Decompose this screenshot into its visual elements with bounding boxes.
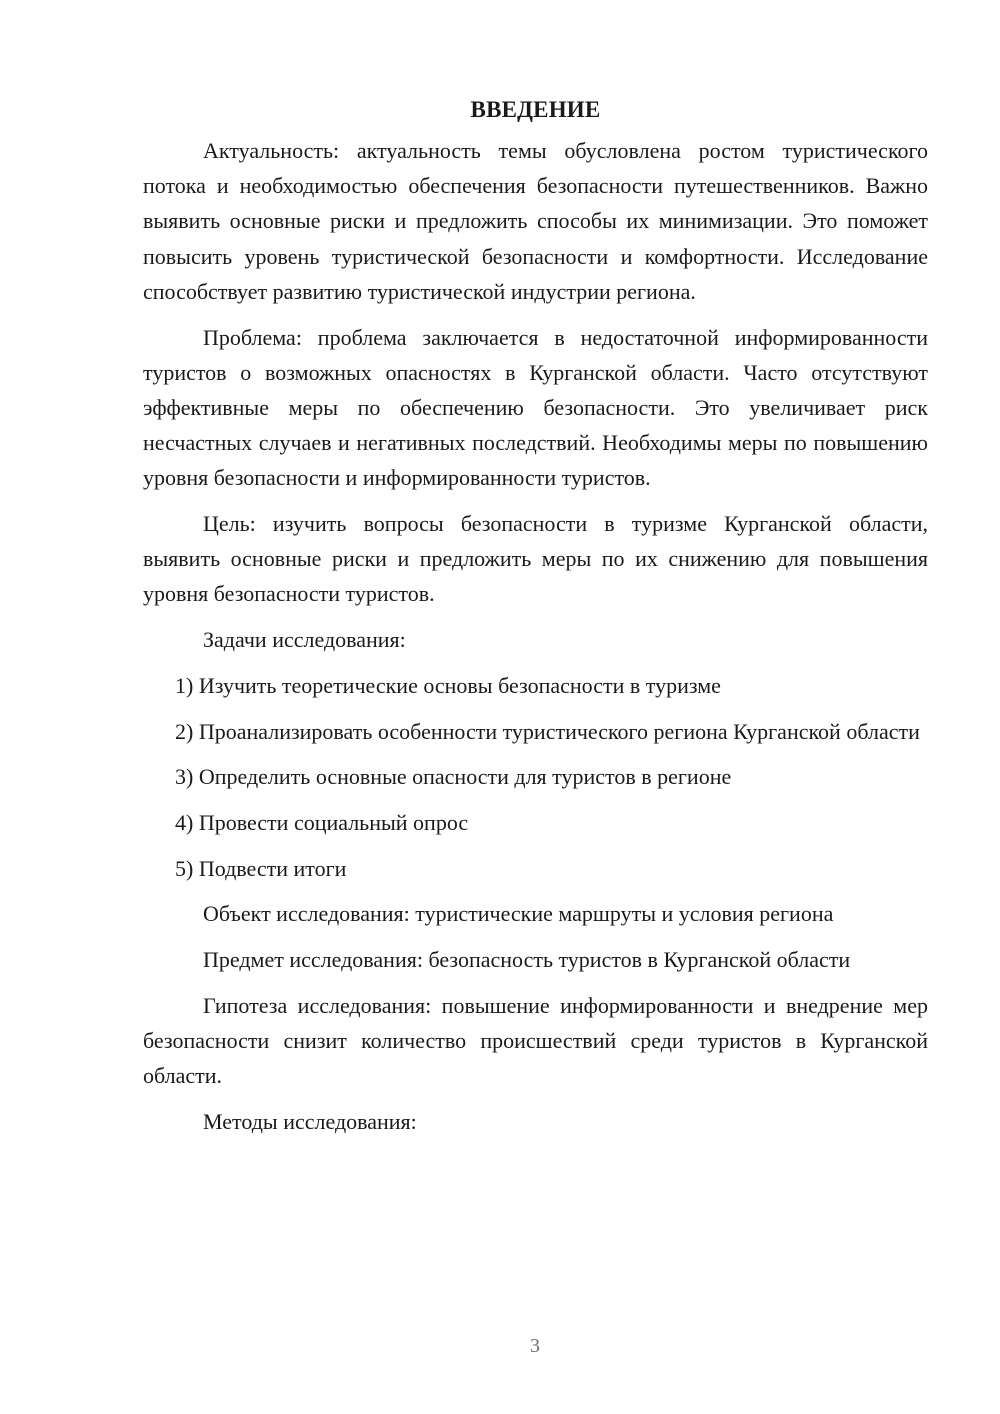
page-title: ВВЕДЕНИЕ xyxy=(470,97,601,122)
hypothesis-paragraph: Гипотеза исследования: повышение информированности и внедрение мер безопасности снизит количество происшествий среди туристов в Курганской области. xyxy=(143,992,928,1089)
list-item: 3) Определить основные опасности для туристов в регионе xyxy=(175,764,732,790)
methods-heading: Методы исследования: xyxy=(203,1108,417,1134)
list-item: 5) Подвести итоги xyxy=(175,855,347,881)
object-paragraph: Объект исследования: туристические маршруты и условия региона xyxy=(203,901,834,927)
page-content xyxy=(143,92,928,1139)
goal-paragraph: Цель: изучить вопросы безопасности в туризме Курганской области, выявить основные риски и предложить меры по их снижению для повышения уровня безопасности туристов. xyxy=(143,511,928,607)
subject-paragraph: Предмет исследования: безопасность туристов в Курганской области xyxy=(203,947,851,973)
list-item: 2) Проанализировать особенности туристического региона Курганской области xyxy=(175,718,920,744)
list-item: 4) Провести социальный опрос xyxy=(175,809,469,835)
problem-paragraph: Проблема: проблема заключается в недостаточной информированности туристов о возможных опасностях в Курганской области. Часто отсутствуют эффективные меры по обеспечению безопасности. Это увеличивает риск несчастных случаев и негативных последствий. Необходимы меры по повышению уровня безопасности и информированности туристов. xyxy=(143,324,928,491)
page-number: 3 xyxy=(530,1335,540,1357)
tasks-heading: Задачи исследования: xyxy=(203,627,406,653)
relevance-paragraph: Актуальность: актуальность темы обусловлена ростом туристического потока и необходимостью обеспечения безопасности путешественников. Важно выявить основные риски и предложить способы их минимизации. Это поможет повысить уровень туристической безопасности и комфортности. Исследование способствует развитию туристической индустрии региона. xyxy=(143,138,928,304)
list-item: 1) Изучить теоретические основы безопасности в туризме xyxy=(175,672,721,698)
